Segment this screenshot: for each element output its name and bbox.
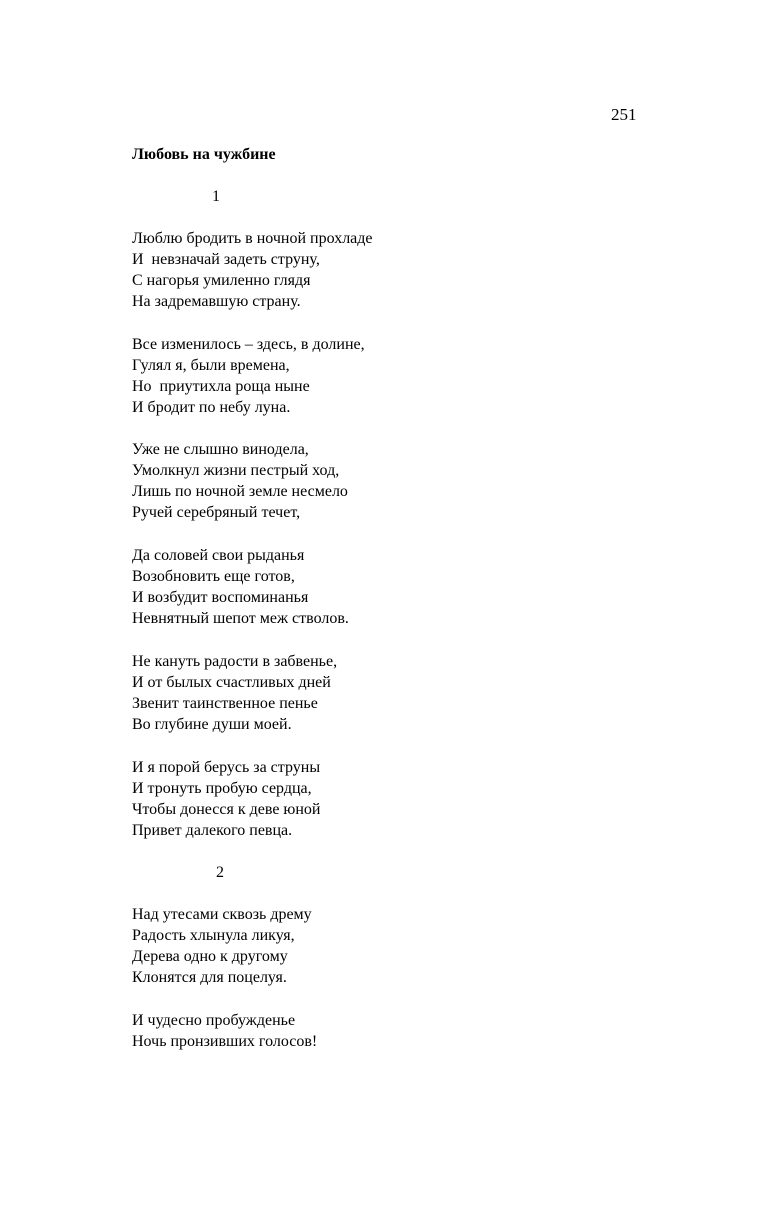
poem-line: Но приутихла роща ныне xyxy=(132,378,310,395)
stanza xyxy=(132,545,349,629)
stanza xyxy=(132,757,321,841)
poem-line: Люблю бродить в ночной прохладе xyxy=(132,230,373,247)
poem-line: Лишь по ночной земле несмело xyxy=(132,483,348,500)
poem-line: Да соловей свои рыданья xyxy=(132,547,305,564)
poem-line: С нагорья умиленно глядя xyxy=(132,272,311,289)
poem-line: Невнятный шепот меж стволов. xyxy=(132,610,349,627)
stanza xyxy=(132,904,312,988)
poem-line: Звенит таинственное пенье xyxy=(132,695,318,712)
poem-line: Возобновить еще готов, xyxy=(132,568,295,585)
poem-line: Дерева одно к другому xyxy=(132,948,288,965)
stanza xyxy=(132,334,365,418)
part-number-2: 2 xyxy=(216,864,224,881)
poem-line: Ручей серебряный течет, xyxy=(132,504,301,521)
page-number: 251 xyxy=(611,105,637,124)
poem-line: И чудесно пробужденье xyxy=(132,1012,296,1029)
poem-line: Радость хлынула ликуя, xyxy=(132,927,295,944)
stanza xyxy=(132,228,373,312)
poem-line: И от былых счастливых дней xyxy=(132,674,331,691)
poem-line: Все изменилось – здесь, в долине, xyxy=(132,336,365,353)
poem-line: Над утесами сквозь дрему xyxy=(132,906,312,923)
poem-line: Чтобы донесся к деве юной xyxy=(132,801,321,818)
part-number-1: 1 xyxy=(212,188,220,205)
poem-line: И возбудит воспоминанья xyxy=(132,589,309,606)
stanza xyxy=(132,651,337,735)
stanza xyxy=(132,439,348,523)
poem-line: Ночь пронзивших голосов! xyxy=(132,1033,318,1050)
stanza xyxy=(132,1010,317,1052)
poem-line: Умолкнул жизни пестрый ход, xyxy=(132,462,340,479)
poem-line: Во глубине души моей. xyxy=(132,716,292,733)
poem-line: Клонятся для поцелуя. xyxy=(132,969,287,986)
poem-line: Не кануть радости в забвенье, xyxy=(132,653,338,670)
poem-title: Любовь на чужбине xyxy=(132,146,276,163)
poem-line: И тронуть пробую сердца, xyxy=(132,780,312,797)
poem-line: Гулял я, были времена, xyxy=(132,357,290,374)
poem-line: И бродит по небу луна. xyxy=(132,399,291,416)
poem-line: На задремавшую страну. xyxy=(132,293,301,310)
poem-line: Уже не слышно винодела, xyxy=(132,441,309,458)
poem-line: И невзначай задеть струну, xyxy=(132,251,320,268)
poem-line: И я порой берусь за струны xyxy=(132,759,321,776)
poem-line: Привет далекого певца. xyxy=(132,822,293,839)
